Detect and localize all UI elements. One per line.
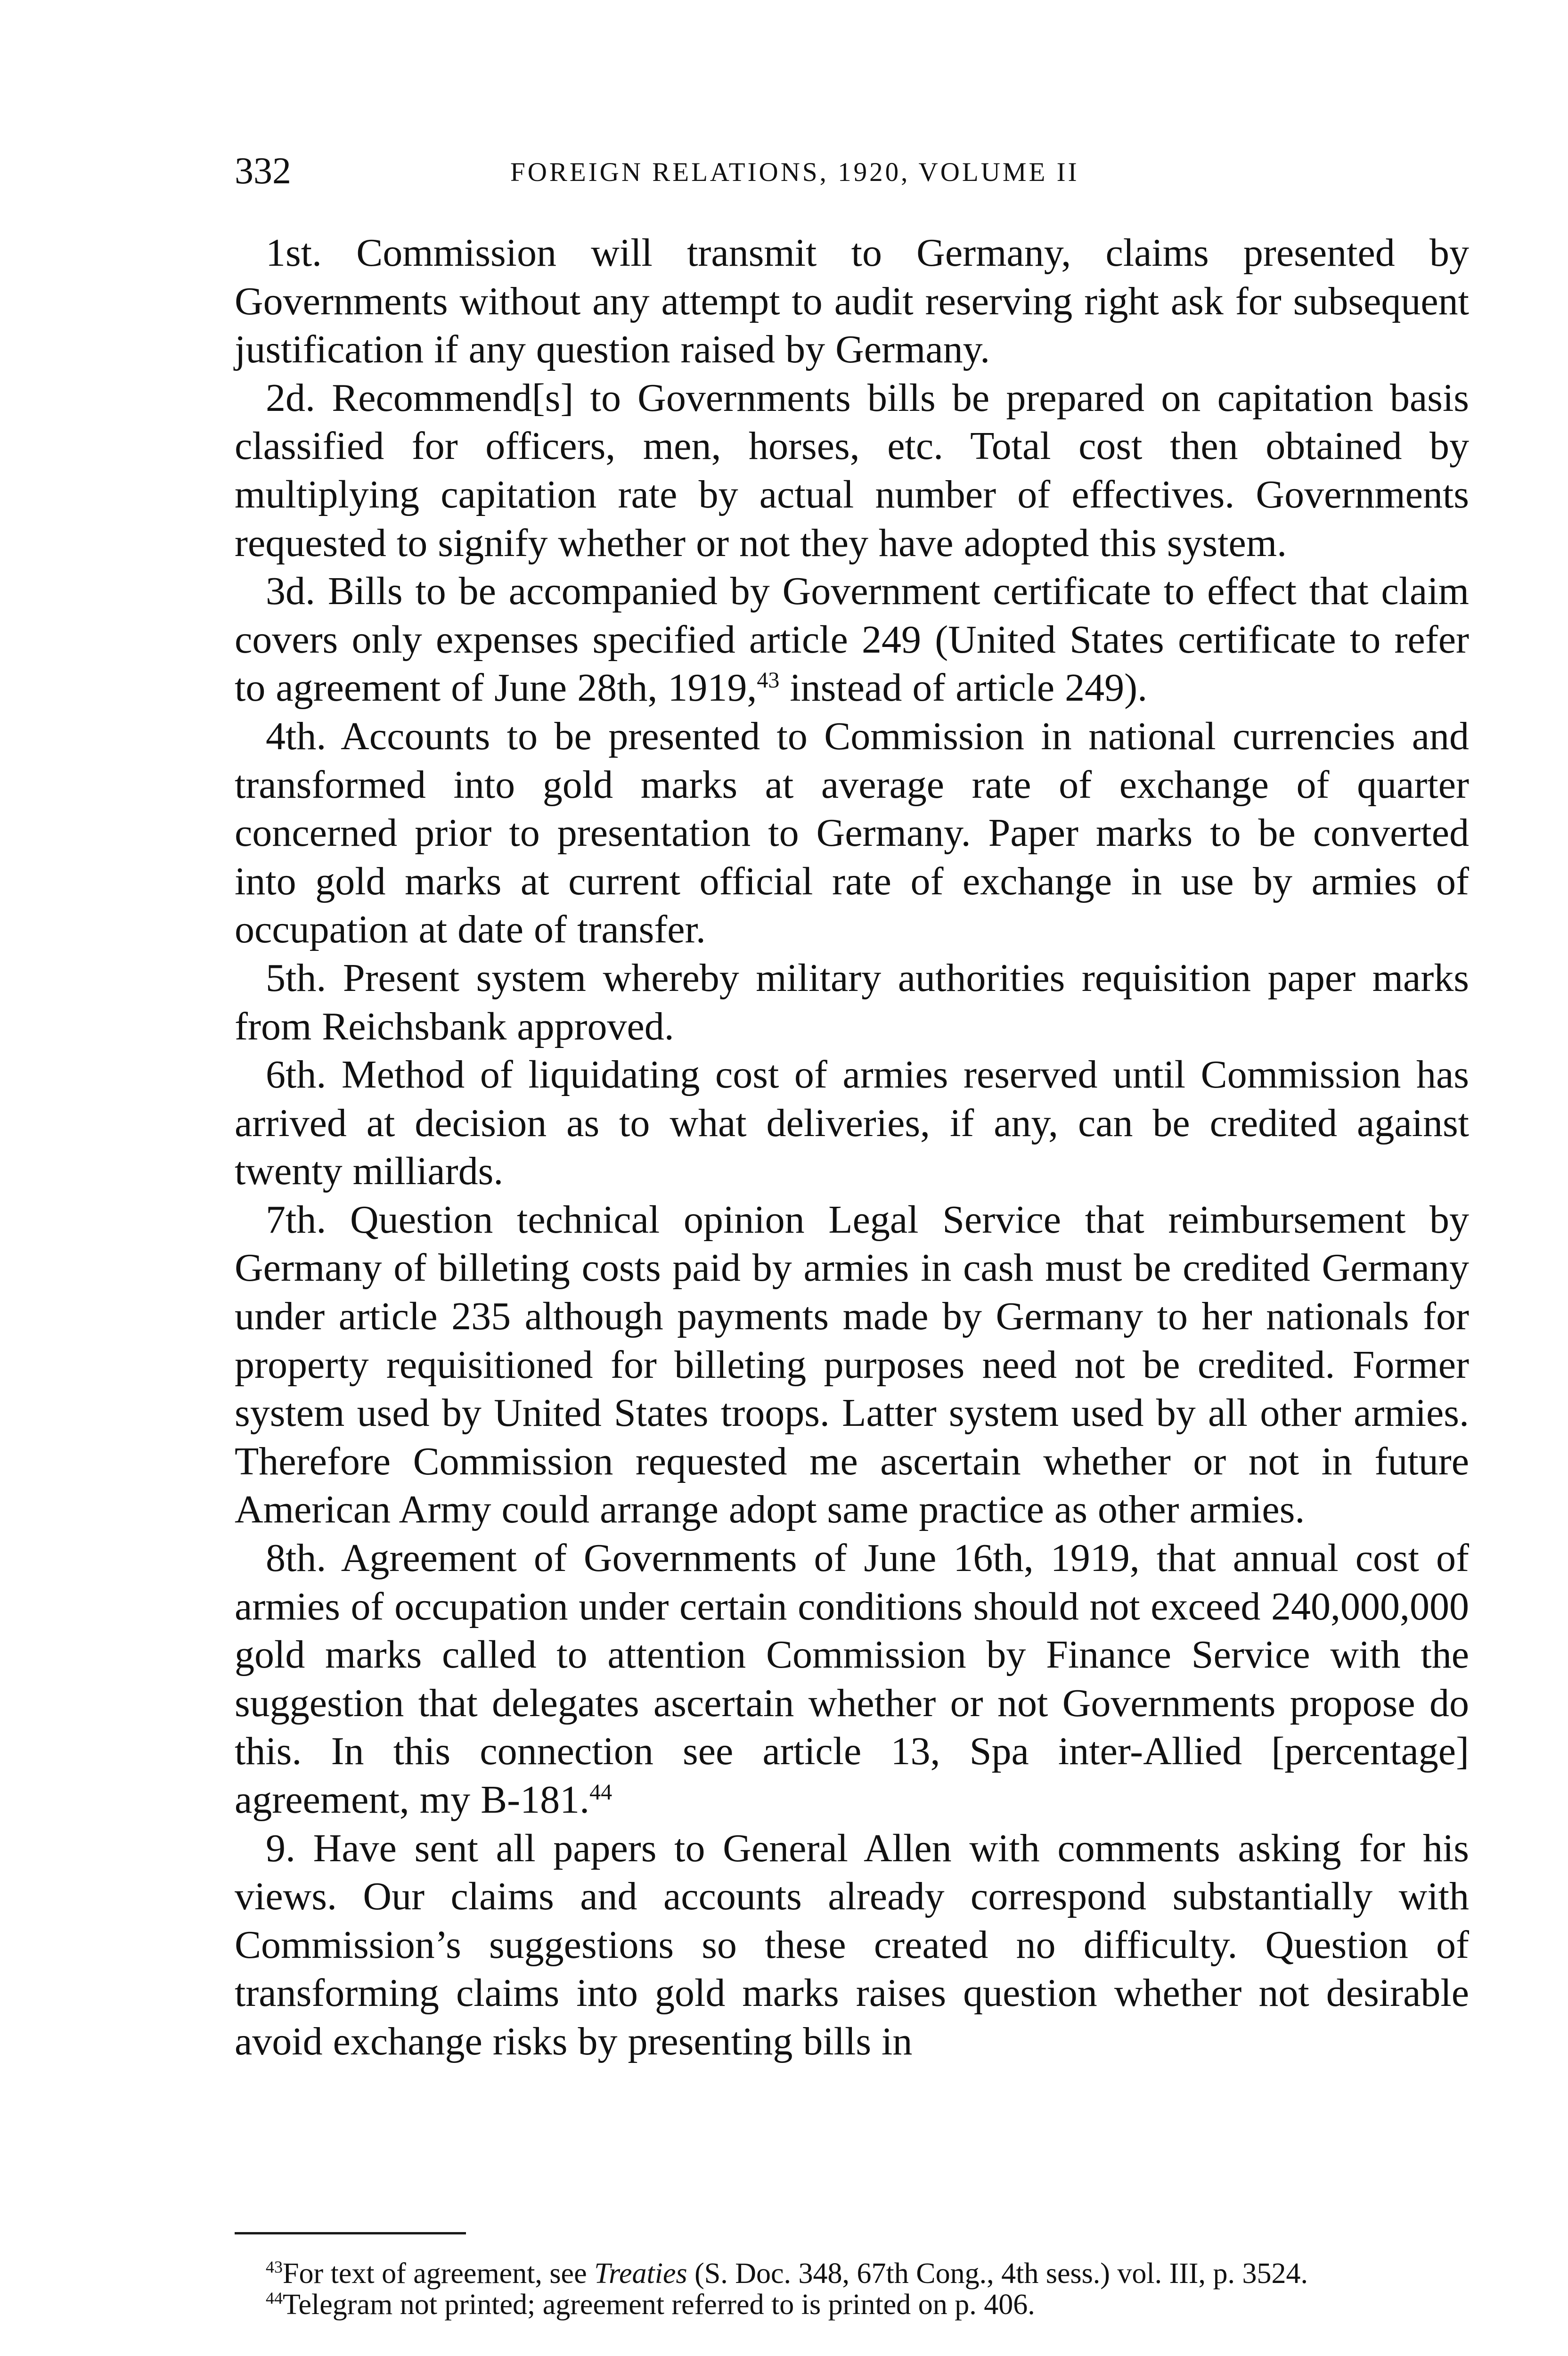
paragraph-3d-text-end: instead of article 249). [779,666,1148,710]
footnote-43-text: For text of agreement, see [283,2258,595,2290]
body-text [235,229,1469,2066]
footnote-43-text-end: (S. Doc. 348, 67th Cong., 4th sess.) vol. III, p. 3524. [687,2258,1308,2290]
paragraph-8th [235,1534,1469,1824]
paragraph-3d-text: 3d. Bills to be accompanied by Government certificate to effect that claim covers only expenses specified article 249 (United States certificate to refer to agreement of June 28th, 1919, [235,569,1469,710]
paragraph-9: 9. Have sent all papers to General Allen with comments asking for his views. Our claims and accounts already correspond substantially with Commission’s suggestions so these created no difficulty. Question of transforming claims into gold marks raises question whether not desirable avoid exchange risks by presenting bills in [235,1826,1469,2063]
footnote-44 [235,2289,1469,2320]
footnote-ref-43: 43 [757,668,780,693]
paragraph-6th: 6th. Method of liquidating cost of armies reserved until Commission has arrived at decision as to what deliveries, if any, can be credited against twenty milliards. [235,1053,1469,1194]
paragraph-5th: 5th. Present system whereby military authorities requisition paper marks from Reichsbank approved. [235,956,1469,1048]
paragraph-7th: 7th. Question technical opinion Legal Service that reimbursement by Germany of billeting costs paid by armies in cash must be credited Germany under article 235 although payments made by Germany to her nationals for property requisitioned for billeting purposes need not be credited. Former system used by United States troops. Latter system used by all other armies. Therefore Commission requested me ascertain whether or not in future American Army could arrange adopt same practice as other armies. [235,1197,1469,1532]
footnote-marker-43: 43 [266,2258,283,2276]
footnotes [235,2258,1469,2320]
page-number: 332 [235,150,291,192]
footnote-ref-44: 44 [589,1780,612,1805]
footnote-marker-44: 44 [266,2289,283,2307]
page-header [235,150,1469,192]
paragraph-1st: 1st. Commission will transmit to Germany, claims presented by Governments without any attempt to audit reserving right ask for subsequent justification if any question raised by Germany. [235,231,1469,372]
running-head: FOREIGN RELATIONS, 1920, VOLUME II [510,157,1079,187]
paragraph-2d: 2d. Recommend[s] to Governments bills be prepared on capitation basis classified for officers, men, horses, etc. Total cost then obtained by multiplying capitation rate by actual number of effectives. Governments requested to signify whether or not they have adopted this system. [235,376,1469,565]
footnote-rule [235,2232,466,2234]
paragraph-8th-text: 8th. Agreement of Governments of June 16th, 1919, that annual cost of armies of occupation under certain conditions should not exceed 240,000,000 gold marks called to attention Commission by Finance Service with the suggestion that delegates ascertain whether or not Governments propose do this. In this connection see article 13, Spa inter-Allied [percentage] agreement, my B-181. [235,1536,1469,1822]
footnote-43 [235,2258,1469,2289]
footnote-44-text: Telegram not printed; agreement referred to is printed on p. 406. [283,2289,1035,2321]
footnote-43-italic: Treaties [594,2258,687,2290]
paragraph-3d [235,567,1469,712]
paragraph-4th: 4th. Accounts to be presented to Commission in national currencies and transformed into gold marks at average rate of exchange of quarter concerned prior to presentation to Germany. Paper marks to be converted into gold marks at current official rate of exchange in use by armies of occupation at date of transfer. [235,714,1469,952]
